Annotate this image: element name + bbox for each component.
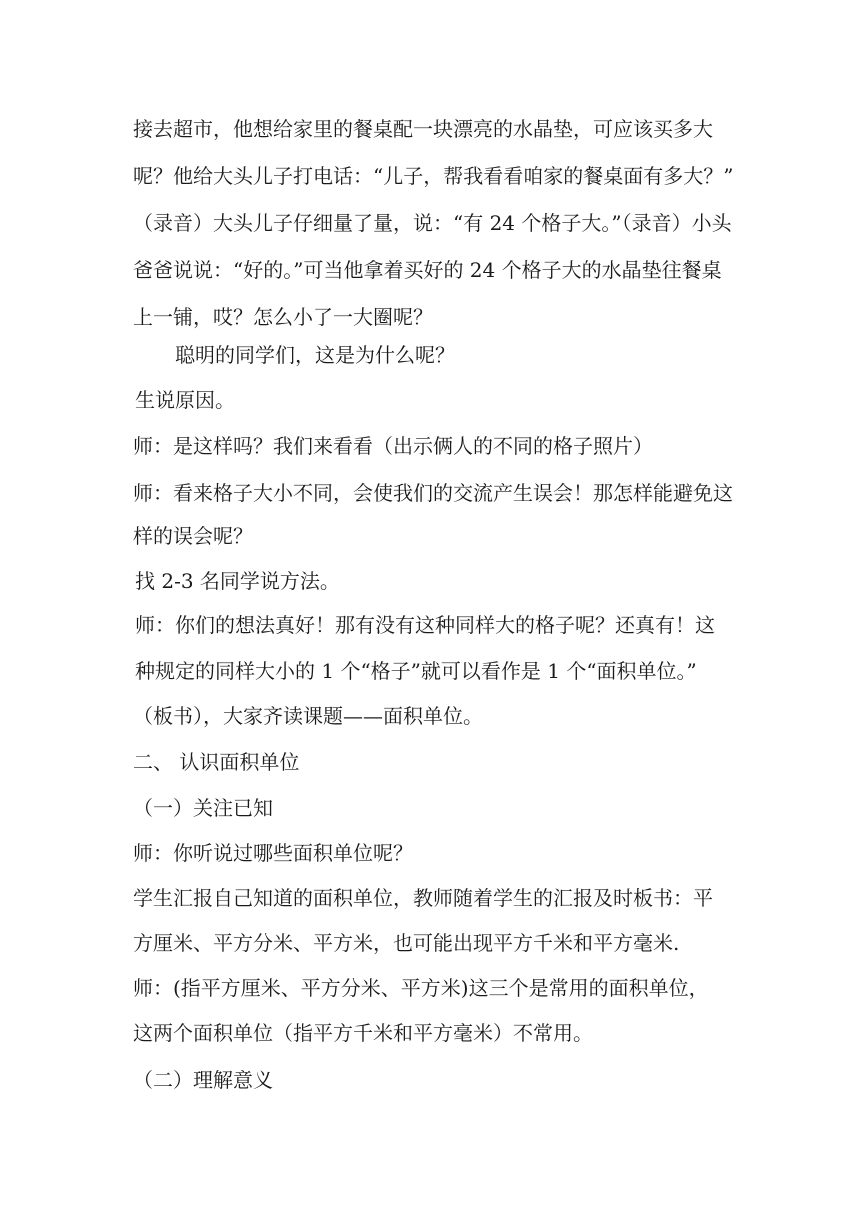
paragraph-line: 师：(指平方厘米、平方分米、平方米)这三个是常用的面积单位， (133, 976, 709, 1000)
subsection-heading: （二）理解意义 (133, 1068, 273, 1092)
paragraph-line: （录音）大头儿子仔细量了量，说：“有 24 个格子大。”（录音）小头 (133, 211, 732, 235)
paragraph-line: 找 2-3 名同学说方法。 (135, 569, 340, 593)
paragraph-line: 这两个面积单位（指平方千米和平方毫米）不常用。 (133, 1021, 593, 1045)
paragraph-line: 种规定的同样大小的 1 个“格子”就可以看作是 1 个“面积单位。” (135, 659, 697, 683)
section-heading: 二、 认识面积单位 (133, 750, 300, 774)
paragraph-line: 学生汇报自己知道的面积单位，教师随着学生的汇报及时板书：平 (133, 886, 713, 910)
paragraph-line: 方厘米、平方分米、平方米，也可能出现平方千米和平方毫米. (133, 931, 680, 955)
paragraph-line: 样的误会呢？ (133, 524, 253, 548)
paragraph-line: 师：你听说过哪些面积单位呢？ (133, 841, 413, 865)
paragraph-line: 师：你们的想法真好！那有没有这种同样大的格子呢？还真有！这 (135, 613, 715, 637)
paragraph-line: 接去超市，他想给家里的餐桌配一块漂亮的水晶垫，可应该买多大 (133, 117, 713, 141)
paragraph-line: 呢？他给大头儿子打电话：“儿子，帮我看看咱家的餐桌面有多大？” (133, 164, 734, 188)
paragraph-line: 生说原因。 (135, 388, 235, 412)
subsection-heading: （一）关注已知 (133, 796, 273, 820)
paragraph-line: 上一铺，哎？怎么小了一大圈呢？ (133, 305, 433, 329)
paragraph-line: （板书），大家齐读课题——面积单位。 (133, 704, 483, 728)
paragraph-line: 聪明的同学们，这是为什么呢？ (175, 343, 455, 367)
paragraph-line: 师：看来格子大小不同，会使我们的交流产生误会！那怎样能避免这 (133, 481, 733, 505)
paragraph-line: 爸爸说说：“好的。”可当他拿着买好的 24 个格子大的水晶垫往餐桌 (133, 258, 722, 282)
paragraph-line: 师：是这样吗？我们来看看（出示俩人的不同的格子照片） (133, 434, 653, 458)
